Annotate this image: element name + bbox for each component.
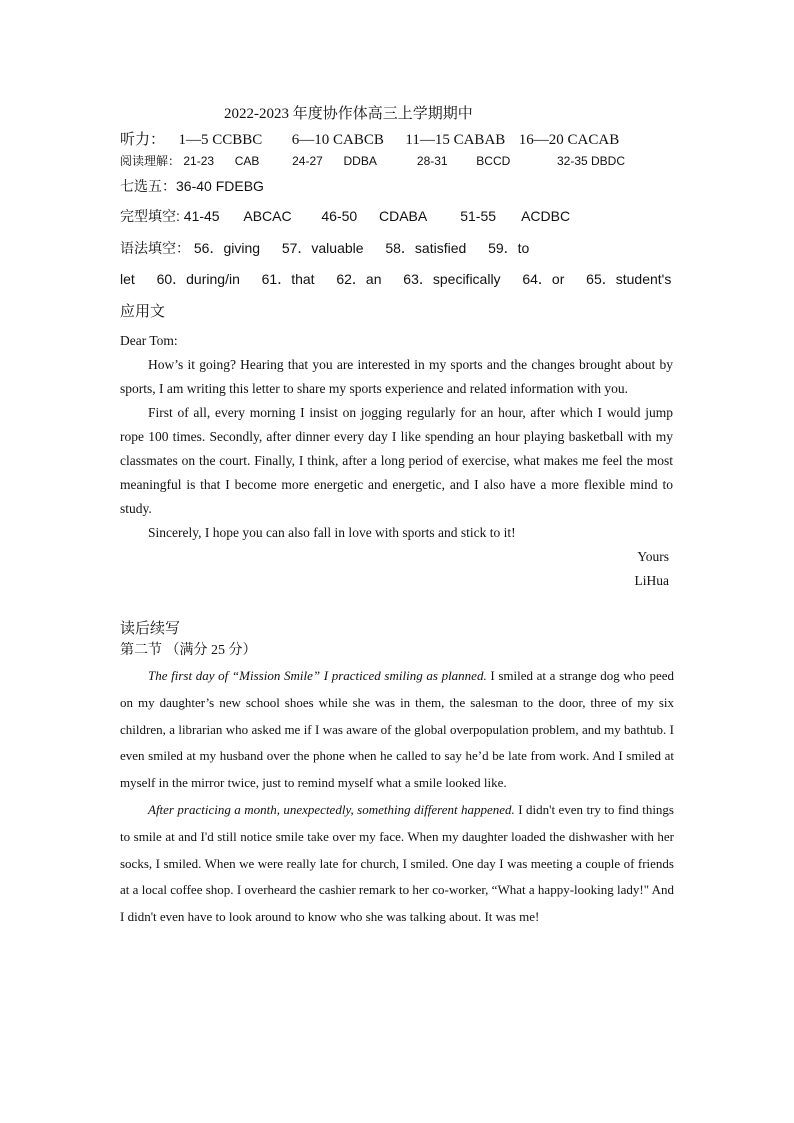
listening-group: 11—15 CABAB	[405, 132, 506, 148]
reading-label: 阅读理解：	[120, 154, 181, 168]
reading-item: 21-23	[183, 154, 215, 168]
reading-item: 28-31	[416, 154, 448, 168]
passage-paragraph	[120, 797, 674, 931]
section-heading: 第二节 （满分 25 分）	[120, 643, 257, 658]
listening-group: 1—5 CCBBC	[178, 132, 263, 148]
grammar-item: 60．during/in	[156, 271, 240, 287]
passage-paragraph	[120, 663, 674, 797]
page-title: 2022-2023 年度协作体高三上学期期中	[224, 106, 473, 122]
passage-text: I smiled at a strange dog who peed on my daughter’s new school shoes while she was in them, the salesman to the door, three of my six children, a librarian who asked me if I was aware of the global overpopulation problem, and my bathtub. I even smiled at my husband over the phone when he called to say he’d be late from work. And I smiled at myself in the mirror twice, just to remind myself what a smile looked like.	[120, 668, 674, 791]
letter-paragraph: How’s it going? Hearing that you are interested in my sports and the changes brought about by sports, I am writing this letter to share my sports experience and related information with you.	[120, 357, 673, 396]
grammar-answers	[120, 238, 529, 258]
seven-choose-five-answers	[120, 176, 264, 196]
cloze-item: CDABA	[378, 208, 427, 224]
grammar-item: 62．an	[336, 271, 382, 287]
cloze-item: ACDBC	[521, 208, 571, 224]
continuation-passage	[120, 663, 674, 931]
cloze-item: ABCAC	[243, 208, 292, 224]
grammar-item: let	[120, 271, 135, 287]
reading-item: BCCD	[476, 154, 511, 168]
cloze-item: 41-45	[183, 208, 220, 224]
letter-closing: Yours	[637, 549, 669, 564]
cloze-item: 51-55	[460, 208, 497, 224]
grammar-item: 57．valuable	[281, 240, 364, 256]
sample-letter	[120, 329, 673, 593]
grammar-answers-continued	[120, 269, 671, 289]
seven-choose-five-label: 七选五：	[120, 178, 176, 194]
reading-item: DDBA	[343, 154, 377, 168]
grammar-label: 语法填空：	[120, 240, 190, 256]
grammar-item: 61．that	[261, 271, 315, 287]
reading-answers	[120, 152, 625, 169]
grammar-item: 63．specifically	[403, 271, 501, 287]
passage-text: I didn't even try to find things to smile at and I'd still notice smile take over my face. When my daughter loaded the dishwasher with her socks, I smiled. When we were really late for church, I smiled. One day I was meeting a couple of friends at a local coffee shop. I overheard the cashier remark to her co-worker, “What a happy-looking lady!" And I didn't even have to look around to know who she was talking about. It was me!	[120, 801, 674, 925]
letter-paragraph: First of all, every morning I insist on jogging regularly for an hour, after which I would jump rope 100 times. Secondly, after dinner every day I like spending an hour playing basketball with my classmates on the court. Finally, I think, after a long period of exercise, what makes me feel the most meaningful is that I become more energetic and energetic, and I also have a more flexible mind to study.	[120, 405, 673, 516]
grammar-item: 59．to	[488, 240, 530, 256]
cloze-answers	[120, 206, 570, 226]
grammar-item: 58．satisfied	[385, 240, 467, 256]
grammar-item: 65．student's	[586, 271, 672, 287]
passage-italic-lead: The first day of “Mission Smile” I practiced smiling as planned.	[148, 668, 487, 683]
grammar-item: 64．or	[522, 271, 565, 287]
letter-signature: LiHua	[634, 573, 669, 588]
letter-paragraph: Sincerely, I hope you can also fall in love with sports and stick to it!	[148, 525, 516, 540]
listening-group: 6—10 CABCB	[291, 132, 384, 148]
listening-label: 听力：	[120, 132, 166, 148]
listening-answers	[120, 128, 619, 149]
listening-group: 16—20 CACAB	[518, 132, 620, 148]
essay-heading: 应用文	[120, 304, 166, 320]
cloze-item: 46-50	[321, 208, 358, 224]
reading-item: CAB	[234, 154, 260, 168]
letter-salutation: Dear Tom:	[120, 333, 178, 348]
continuation-heading: 读后续写	[120, 621, 181, 637]
passage-italic-lead: After practicing a month, unexpectedly, something different happened.	[148, 801, 515, 817]
reading-item: 32-35 DBDC	[556, 154, 626, 168]
seven-choose-five-value: 36-40 FDEBG	[176, 178, 264, 194]
reading-item: 24-27	[292, 154, 323, 168]
cloze-label: 完型填空:	[120, 208, 180, 224]
grammar-item: 56．giving	[193, 240, 261, 256]
